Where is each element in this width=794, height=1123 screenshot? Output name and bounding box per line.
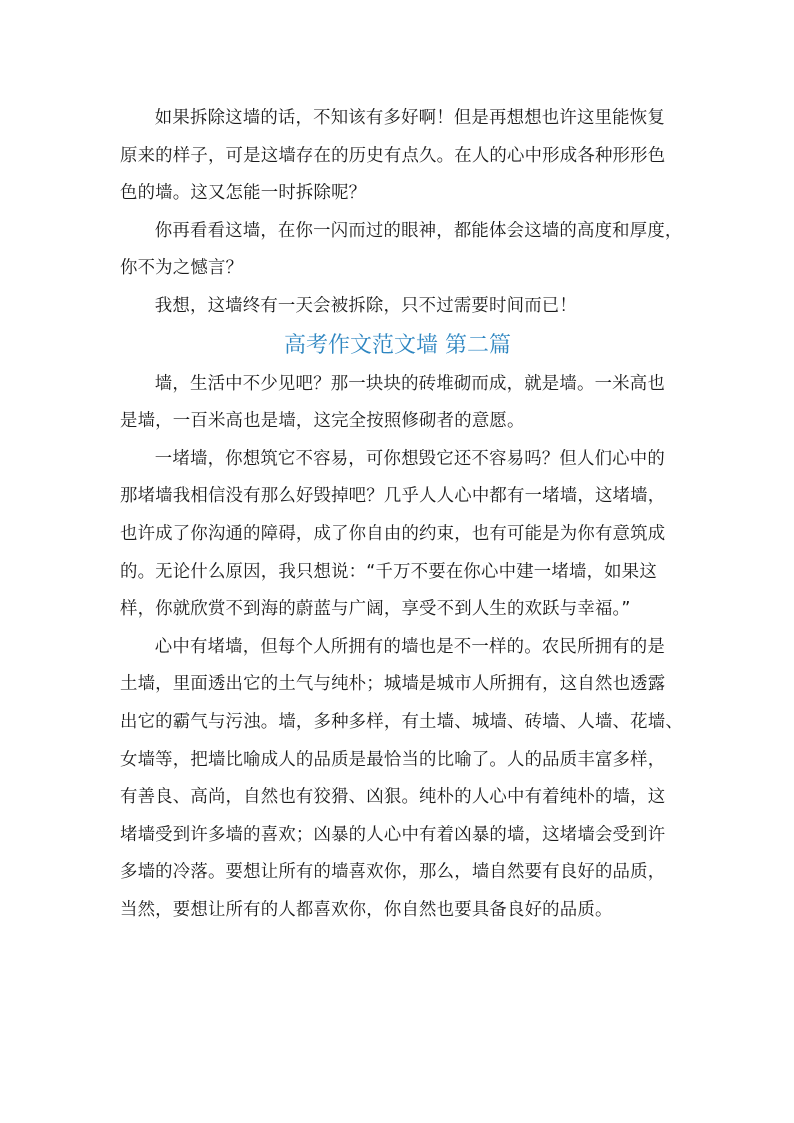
paragraph — [120, 213, 683, 288]
paragraph — [120, 288, 675, 326]
text-line: 色的墙。这又怎能一时拆除呢？ — [120, 183, 367, 204]
text-line: 是墙，一百米高也是墙，这完全按照修砌者的意愿。 — [120, 411, 525, 432]
text-line: 你再看看这墙，在你一闪而过的眼神，都能体会这墙的高度和厚度， — [154, 220, 683, 241]
section-heading: 高考作文范文墙 第二篇 — [284, 332, 511, 358]
text-line: 当然，要想让所有的人都喜欢你，你自然也要具备良好的品质。 — [120, 899, 613, 920]
document-page — [120, 100, 683, 929]
text-line: 多墙的冷落。要想让所有的墙喜欢你，那么，墙自然要有良好的品质， — [120, 862, 666, 883]
paragraph — [120, 441, 675, 629]
text-line: 女墙等，把墙比喻成人的品质是最恰当的比喻了。人的品质丰富多样， — [120, 749, 666, 770]
text-line: 堵墙受到许多墙的喜欢；凶暴的人心中有着凶暴的墙，这堵墙会受到许 — [120, 824, 666, 845]
text-line: 我想，这墙终有一天会被拆除，只不过需要时间而已！ — [154, 295, 577, 316]
text-line: 你不为之憾言？ — [120, 258, 244, 279]
text-line: 土墙，里面透出它的土气与纯朴；城墙是城市人所拥有，这自然也透露 — [120, 674, 666, 695]
text-line: 有善良、高尚，自然也有狡猾、凶狠。纯朴的人心中有着纯朴的墙，这 — [120, 787, 666, 808]
paragraph — [120, 629, 683, 930]
text-line: 出它的霸气与污浊。墙，多种多样，有土墙、城墙、砖墙、人墙、花墙、 — [120, 711, 683, 732]
text-line: 样，你就欣赏不到海的蔚蓝与广阔，享受不到人生的欢跃与幸福。” — [120, 599, 631, 620]
text-line: 也许成了你沟通的障碍，成了你自由的约束，也有可能是为你有意筑成 — [120, 523, 666, 544]
text-line: 那堵墙我相信没有那么好毁掉吧？几乎人人心中都有一堵墙，这堵墙， — [120, 486, 666, 507]
text-line: 如果拆除这墙的话，不知该有多好啊！但是再想想也许这里能恢复 — [154, 108, 665, 128]
paragraph — [120, 100, 675, 213]
text-line: 墙，生活中不少见吧？那一块块的砖堆砌而成，就是墙。一米高也 — [154, 373, 665, 394]
paragraph — [120, 366, 675, 441]
text-line: 的。无论什么原因，我只想说：“千万不要在你心中建一堵墙，如果这 — [120, 561, 657, 582]
text-line: 心中有堵墙，但每个人所拥有的墙也是不一样的。农民所拥有的是 — [154, 636, 665, 657]
text-line: 原来的样子，可是这墙存在的历史有点久。在人的心中形成各种形形色 — [120, 145, 666, 166]
text-line: 一堵墙，你想筑它不容易，可你想毁它还不容易吗？但人们心中的 — [154, 448, 665, 469]
